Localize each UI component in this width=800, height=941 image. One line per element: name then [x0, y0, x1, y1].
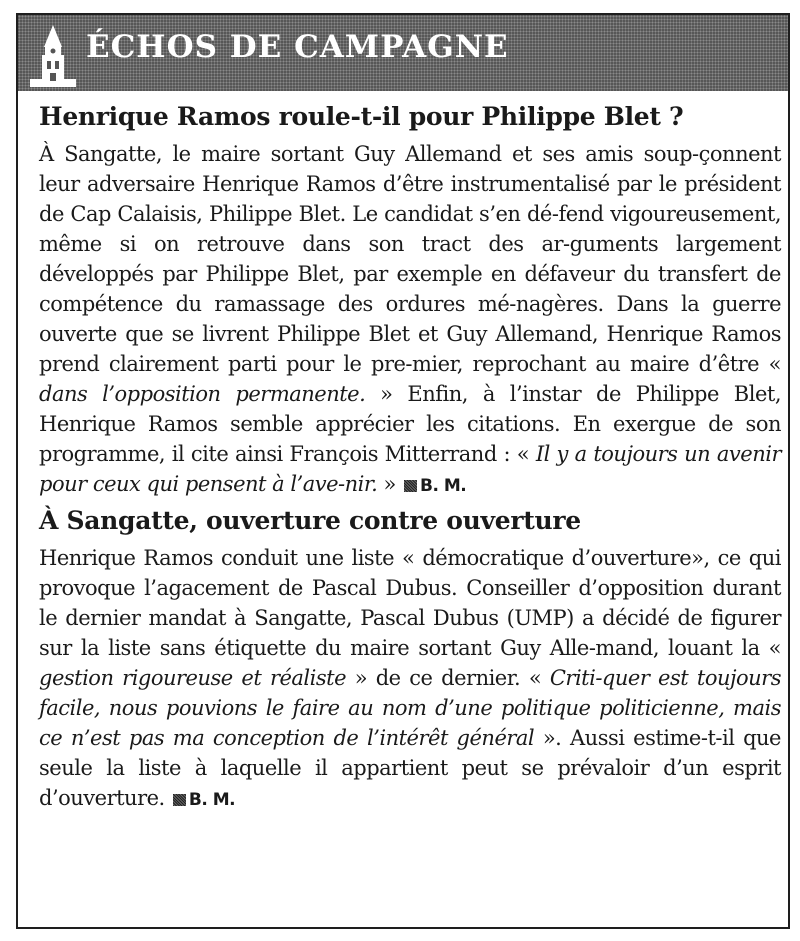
end-mark-icon	[404, 480, 417, 492]
article-headline: Henrique Ramos roule-t-il pour Philippe Blet ?	[39, 102, 684, 131]
article-body	[39, 543, 781, 815]
body-text: » Enfin, à l’instar de Philippe Blet, Henrique Ramos semble apprécier les citations. En exergue de son programme, il cite ainsi François Mitterrand : «	[39, 382, 781, 466]
quote-text: dans l’opposition permanente.	[39, 382, 366, 406]
belfry-tower-icon	[30, 25, 76, 87]
article-ouverture	[39, 499, 781, 815]
author-signature: B. M.	[188, 790, 236, 810]
author-signature: B. M.	[420, 476, 467, 496]
article-column	[39, 95, 781, 815]
body-text: Henrique Ramos conduit une liste « démocratique d’ouverture», ce qui provoque l’agacement de Pascal Dubus. Conseiller d’opposition durant le dernier mandat à Sangatte, Pascal Dubus (UMP) a décidé de figurer sur la liste sans étiquette du maire sortant Guy Alle-mand, louant la «	[39, 546, 781, 660]
body-text: » de ce dernier. «	[346, 666, 550, 690]
rubric-title: ÉCHOS DE CAMPAGNE	[86, 29, 509, 65]
quote-text: Il y a toujours un avenir pour ceux qui pensent à l’ave-nir.	[39, 442, 782, 496]
end-mark-icon	[173, 794, 186, 806]
rubric-banner	[18, 15, 788, 91]
body-text: ». Aussi estime-t-il que seule la liste à laquelle il appartient peut se prévaloir d’un esprit d’ouverture.	[39, 726, 781, 810]
quote-text: gestion rigoureuse et réaliste	[39, 666, 347, 690]
article-body	[39, 139, 781, 501]
body-text: À Sangatte, le maire sortant Guy Allemand et ses amis soup-çonnent leur adversaire Henrique Ramos d’être instrumentalisé par le président de Cap Calaisis, Philippe Blet. Le candidat s’en dé-fend vigoureusement, même si on retrouve dans son tract des ar-guments largement développés par Philippe Blet, par exemple en défaveur du transfert de compétence du ramassage des ordures mé-nagères. Dans la guerre ouverte que se livrent Philippe Blet et Guy Allemand, Henrique Ramos prend clairement parti pour le pre-mier, reprochant au maire d’être «	[39, 142, 781, 376]
article-headline: À Sangatte, ouverture contre ouverture	[39, 506, 581, 535]
quote-text: Criti-quer est toujours facile, nous pouvions le faire au nom d’une politique politicienne, mais ce n’est pas ma conception de l’intérêt général	[39, 666, 781, 750]
news-clipping	[16, 13, 790, 929]
body-text: »	[377, 472, 403, 496]
article-ramos-blet	[39, 95, 781, 501]
